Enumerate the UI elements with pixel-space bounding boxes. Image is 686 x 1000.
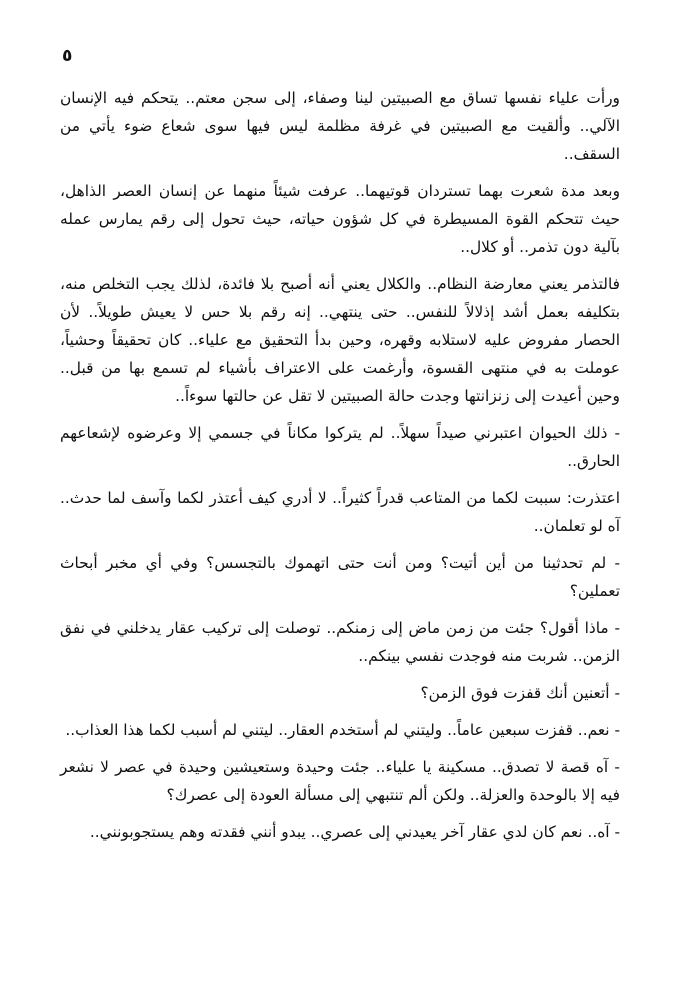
paragraph-3: فالتذمر يعني معارضة النظام.. والكلال يعني أنه أصبح بلا فائدة، لذلك يجب التخلص منه، بتكليفه بعمل أشد إذلالاً للنفس.. حتى ينتهي.. إنه رقم بلا حس لا يعيش طويلاً.. لأن الحصار مفروض عليه لاستلابه وقهره، وحين بدأ التحقيق مع علياء.. كان تحقيقاً وحشياً، عوملت به في منتهى القسوة، وأرغمت على الاعتراف بأشياء لم تسمع بها من قبل.. وحين أعيدت إلى زنزانتها وجدت حالة الصبيتين لا تقل عن حالتها سوءاً.. — [60, 275, 620, 405]
dialogue-line-4: - أتعنين أنك قفزت فوق الزمن؟ — [420, 684, 620, 702]
body-text — [60, 84, 620, 846]
paragraph-2: وبعد مدة شعرت بهما تستردان قوتيهما.. عرفت شيئاً منهما عن إنسان العصر الذاهل، حيث تتحكم القوة المسيطرة في كل شؤون حياته، حيث تحول إلى رقم يمارس عمله بآلية دون تذمر.. أو كلال.. — [60, 182, 620, 256]
paragraph-1: ورأت علياء نفسها تساق مع الصبيتين لينا وصفاء، إلى سجن معتم.. يتحكم فيه الإنسان الآلي.. وألقيت مع الصبيتين في غرفة مظلمة ليس فيها سوى شعاع ضوء يأتي من السقف.. — [60, 89, 620, 163]
dialogue-line-5: - نعم.. قفزت سبعين عاماً.. وليتني لم أستخدم العقار.. ليتني لم أسبب لكما هذا العذاب.. — [65, 721, 620, 739]
paragraph-apology: اعتذرت: سببت لكما من المتاعب قدراً كثيراً.. لا أدري كيف أعتذر لكما وآسف لما حدث.. آه لو تعلمان.. — [60, 489, 620, 535]
dialogue-line-6: - آه قصة لا تصدق.. مسكينة يا علياء.. جئت وحيدة وستعيشين وحيدة في عصر لا نشعر فيه إلا بالوحدة والعزلة.. ولكن ألم تنتبهي إلى مسألة العودة إلى عصرك؟ — [60, 758, 620, 804]
dialogue-line-7: - آه.. نعم كان لدي عقار آخر يعيدني إلى عصري.. يبدو أنني فقدته وهم يستجوبونني.. — [89, 823, 620, 841]
dialogue-line-3: - ماذا أقول؟ جئت من زمن ماض إلى زمنكم.. توصلت إلى تركيب عقار يدخلني في نفق الزمن.. شربت منه فوجدت نفسي بينكم.. — [60, 619, 620, 665]
page-number: ٥ — [62, 46, 73, 66]
dialogue-line-1: - ذلك الحيوان اعتبرني صيداً سهلاً.. لم يتركوا مكاناً في جسمي إلا وعرضوه لإشعاعهم الحارق.. — [60, 424, 620, 470]
dialogue-line-2: - لم تحدثينا من أين أتيت؟ ومن أنت حتى اتهموك بالتجسس؟ وفي أي مخبر أبحاث تعملين؟ — [60, 554, 620, 600]
